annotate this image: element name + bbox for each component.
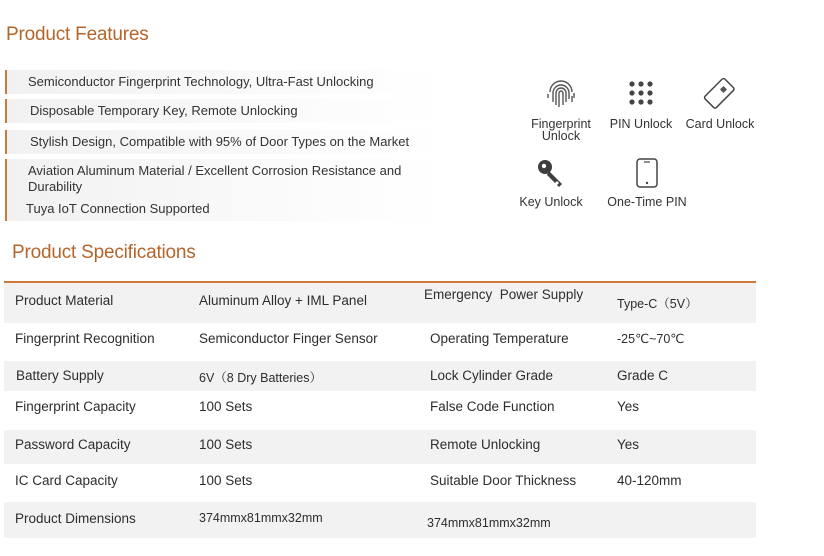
spec-label: Lock Cylinder Grade — [430, 368, 554, 383]
unlock-method-label: PIN Unlock — [609, 117, 673, 131]
table-row — [4, 502, 756, 538]
spec-label: Remote Unlocking — [430, 437, 541, 452]
spec-label: Operating Temperature — [430, 331, 569, 346]
table-row — [4, 430, 756, 464]
unlock-method-fingerprint — [522, 78, 600, 142]
spec-value: 100 Sets — [199, 473, 253, 488]
table-row — [4, 323, 756, 361]
feature-item-1: Semiconductor Fingerprint Technology, Ultra-Fast Unlocking — [5, 70, 445, 94]
table-row — [4, 283, 756, 323]
spec-label: Battery Supply — [16, 368, 104, 383]
spec-value: Semiconductor Finger Sensor — [199, 331, 378, 346]
spec-label: 374mmx81mmx32mm — [427, 516, 551, 530]
unlock-method-label: Key Unlock — [519, 195, 583, 209]
spec-value: -25℃~70℃ — [617, 332, 685, 346]
spec-label: Product Dimensions — [15, 511, 136, 526]
feature-item-3: Stylish Design, Compatible with 95% of Door Types on the Market — [5, 130, 445, 154]
key-icon — [536, 158, 566, 188]
spec-label: Fingerprint Capacity — [15, 399, 136, 414]
keypad-icon — [627, 80, 655, 108]
specs-title: Product Specifications — [12, 242, 196, 263]
unlock-method-label: One-Time PIN — [607, 195, 687, 209]
unlock-method-key — [512, 158, 590, 208]
unlock-method-card — [682, 76, 758, 130]
spec-value: 40-120mm — [617, 473, 682, 488]
spec-value: Type-C（5V） — [617, 297, 698, 311]
feature-item-4: Aviation Aluminum Material / Excellent Corrosion Resistance and Durability — [5, 159, 445, 199]
spec-label: IC Card Capacity — [15, 473, 118, 488]
spec-label: Suitable Door Thickness — [430, 473, 577, 488]
unlock-method-pin — [603, 80, 679, 130]
spec-table — [4, 281, 756, 538]
table-row — [4, 391, 756, 430]
spec-value: Aluminum Alloy + IML Panel — [199, 293, 367, 308]
table-row — [4, 361, 756, 391]
unlock-method-one-time-pin — [602, 158, 692, 208]
spec-value: 374mmx81mmx32mm — [199, 511, 323, 525]
fingerprint-icon — [544, 78, 578, 112]
spec-value: Grade C — [617, 368, 669, 383]
table-row — [4, 464, 756, 502]
feature-item-2: Disposable Temporary Key, Remote Unlocking — [5, 99, 445, 123]
spec-value: 100 Sets — [199, 437, 253, 452]
spec-label: False Code Function — [430, 399, 555, 414]
features-title: Product Features — [6, 24, 149, 45]
spec-value: 100 Sets — [199, 399, 253, 414]
feature-item-5: Tuya IoT Connection Supported — [5, 197, 445, 221]
unlock-method-label: Fingerprint Unlock — [531, 117, 591, 143]
spec-value: Yes — [617, 437, 640, 452]
spec-label: Emergency Power Supply — [424, 287, 584, 302]
card-icon — [702, 76, 738, 112]
spec-label: Product Material — [15, 293, 114, 308]
spec-label: Password Capacity — [15, 437, 131, 452]
spec-label: Fingerprint Recognition — [15, 331, 155, 346]
phone-icon — [635, 158, 659, 188]
spec-value: 6V（8 Dry Batteries） — [199, 371, 322, 385]
unlock-method-label: Card Unlock — [685, 117, 755, 131]
spec-value: Yes — [617, 399, 640, 414]
